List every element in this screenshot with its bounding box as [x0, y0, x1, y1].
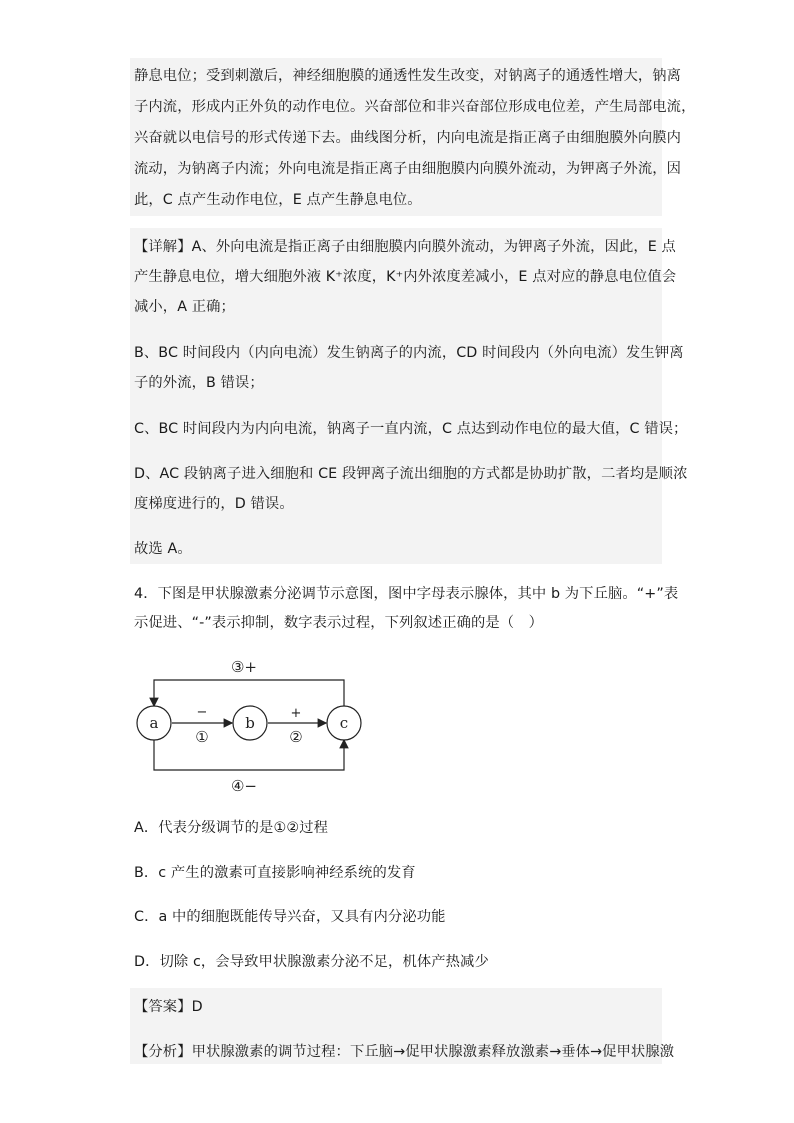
node-c-label: c: [339, 714, 349, 732]
thyroid-regulation-diagram: [132, 650, 372, 800]
option-d: D．切除 c，会导致甲状腺激素分泌不足，机体产热减少: [134, 954, 489, 970]
question-stem: 4．下图是甲状腺激素分泌调节示意图，图中字母表示腺体，其中 b 为下丘脑。“+”表: [134, 586, 679, 602]
detail-line: 产生静息电位，增大细胞外液 K⁺浓度，K⁺内外浓度差减小，E 点对应的静息电位值会: [134, 269, 677, 285]
analysis-line: 兴奋就以电信号的形式传递下去。曲线图分析，内向电流是指正离子由细胞膜外向膜内: [134, 130, 682, 146]
option-c-explanation: C、BC 时间段内为内向电流，钠离子一直内流，C 点达到动作电位的最大值，C 错误；: [134, 421, 688, 437]
node-b-label: b: [245, 714, 255, 732]
feedback-arrow-3: [154, 680, 344, 706]
arrow-1-number: ①: [195, 728, 209, 746]
option-b-explanation: 子的外流，B 错误；: [134, 375, 264, 391]
arrow-2-sign: +: [290, 706, 302, 721]
option-d-explanation: D、AC 段钠离子进入细胞和 CE 段钾离子流出细胞的方式都是协助扩散，二者均是顺浓: [134, 466, 688, 482]
option-c: C．a 中的细胞既能传导兴奋，又具有内分泌功能: [134, 909, 446, 925]
choice-line: 故选 A。: [134, 541, 192, 557]
analysis-line: 静息电位；受到刺激后，神经细胞膜的通透性发生改变，对钠离子的通透性增大，钠离: [134, 68, 682, 84]
option-a: A．代表分级调节的是①②过程: [134, 820, 329, 836]
analysis-line: 流动，为钠离子内流；外向电流是指正离子由细胞膜内向膜外流动，为钾离子外流，因: [134, 161, 682, 177]
option-d-explanation: 度梯度进行的，D 错误。: [134, 496, 294, 512]
arrow-1-sign: −: [196, 705, 208, 720]
analysis-line: 子内流，形成内正外负的动作电位。兴奋部位和非兴奋部位形成电位差，产生局部电流，: [134, 99, 696, 115]
arrow-2-number: ②: [289, 728, 303, 746]
arrow-4: [154, 740, 344, 770]
option-b: B．c 产生的激素可直接影响神经系统的发育: [134, 865, 416, 881]
analysis-line: 此，C 点产生动作电位，E 点产生静息电位。: [134, 192, 422, 208]
detail-line: 【详解】A、外向电流是指正离子由细胞膜内向膜外流动，为钾离子外流，因此，E 点: [134, 239, 676, 255]
arrow-4-label: ④−: [230, 777, 258, 795]
answer-line: 【答案】D: [134, 999, 203, 1015]
arrow-3-label: ③+: [230, 658, 258, 676]
question-stem: 示促进、“-”表示抑制，数字表示过程，下列叙述正确的是（ ）: [134, 615, 543, 631]
node-a-label: a: [149, 714, 159, 732]
option-b-explanation: B、BC 时间段内（内向电流）发生钠离子的内流，CD 时间段内（外向电流）发生钾离: [134, 345, 684, 361]
detail-line: 减小，A 正确；: [134, 299, 235, 315]
analysis-line: 【分析】甲状腺激素的调节过程：下丘脑→促甲状腺激素释放激素→垂体→促甲状腺激: [134, 1044, 675, 1060]
